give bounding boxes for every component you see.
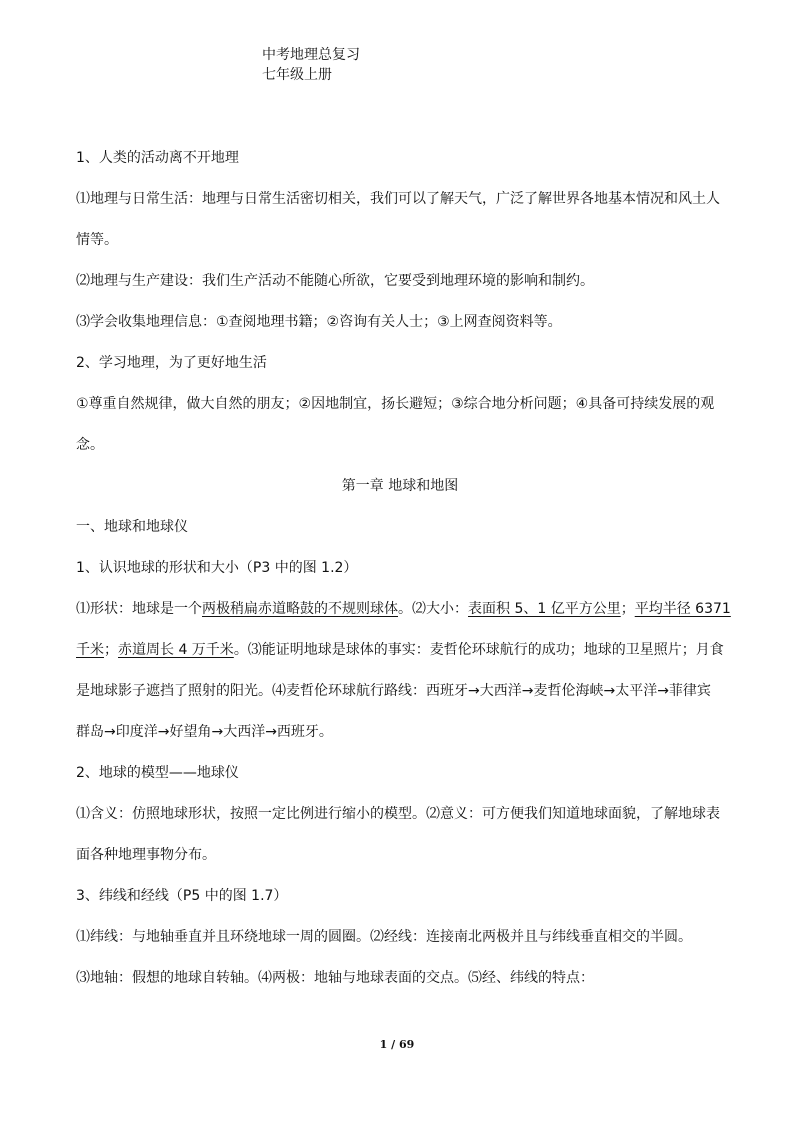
document-body [76,138,731,999]
paragraph-line: ⑶地轴：假想的地球自转轴。⑷两极：地轴与地球表面的交点。⑸经、纬线的特点： [76,970,594,986]
document-title: 中考地理总复习 [262,47,360,63]
text-run: 。⑵大小： [398,601,468,617]
document-header [262,45,360,85]
section-heading: 2、学习地理，为了更好地生活 [76,355,267,371]
text-run: ； [620,601,635,617]
paragraph-line [76,630,724,671]
section-heading: 1、人类的活动离不开地理 [76,150,239,166]
subsection-heading: 2、地球的模型——地球仪 [76,765,239,781]
underlined-term: 赤道周长 4 万千米 [118,642,234,658]
underlined-term: 两极稍扁赤道略鼓的不规则球体 [202,601,398,617]
paragraph-line: ⑴含义：仿照地球形状，按照一定比例进行缩小的模型。⑵意义：可方便我们知道地球面貌，了解地球表 [76,806,720,822]
paragraph-line: 情等。 [76,232,118,248]
section-heading: 一、地球和地球仪 [76,519,188,535]
text-run: ； [104,642,118,658]
paragraph-line: ⑴地理与日常生活：地理与日常生活密切相关，我们可以了解天气，广泛了解世界各地基本情况和风土人 [76,191,720,207]
underlined-term: 千米 [76,642,104,658]
paragraph-line: ⑵地理与生产建设：我们生产活动不能随心所欲，它要受到地理环境的影响和制约。 [76,273,594,289]
subsection-heading: 1、认识地球的形状和大小（P3 中的图 1.2） [76,560,358,576]
text-run: 。⑶能证明地球是球体的事实：麦哲伦环球航行的成功；地球的卫星照片；月食 [233,642,724,658]
document-subtitle: 七年级上册 [262,67,332,83]
paragraph-line: ①尊重自然规律，做大自然的朋友；②因地制宜，扬长避短；③综合地分析问题；④具备可持续发展的观 [76,396,715,412]
subsection-heading: 3、纬线和经线（P5 中的图 1.7） [76,888,288,904]
underlined-term: 平均半径 6371 [634,601,731,617]
chapter-title: 第一章 地球和地图 [341,478,459,494]
paragraph-line: 念。 [76,437,104,453]
paragraph-line: ⑴纬线：与地轴垂直并且环绕地球一周的圆圈。⑵经线：连接南北两极并且与纬线垂直相交的半圆。 [76,929,692,945]
paragraph-line: 面各种地理事物分布。 [76,847,216,863]
page-number: 1 / 69 [379,1038,415,1051]
paragraph-line [76,589,731,630]
text-run: ⑴形状：地球是一个 [76,601,202,617]
paragraph-line: 是地球影子遮挡了照射的阳光。⑷麦哲伦环球航行路线：西班牙→大西洋→麦哲伦海峡→太平洋→菲律宾 [76,683,711,699]
paragraph-line: 群岛→印度洋→好望角→大西洋→西班牙。 [76,724,333,740]
paragraph-line: ⑶学会收集地理信息：①查阅地理书籍；②咨询有关人士；③上网查阅资料等。 [76,314,562,330]
underlined-term: 表面积 5、1 亿平方公里 [468,601,621,617]
